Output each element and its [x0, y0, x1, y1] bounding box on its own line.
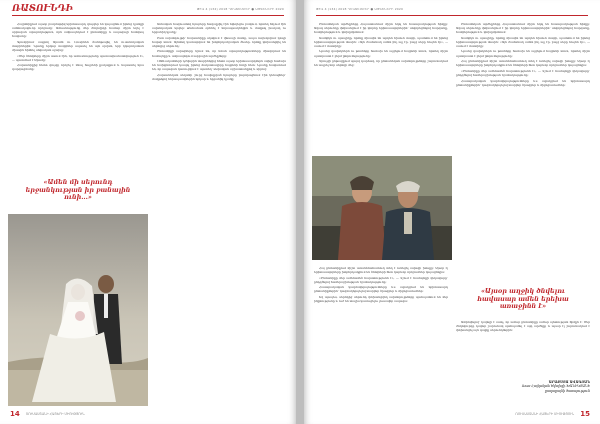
paragraph: Եվ այսպես, սերնդից սերունդ փոխանցվող ավանդույթները պահպանում են մեր ինքնությունը և ուժ են տալիս կառուցելու լուսավոր ապագա։ — [314, 295, 448, 304]
elderly-couple-photo — [312, 156, 452, 260]
paragraph: Հարսանեկան սեղանի շուրջ հավաքված հյուրերը բարձրացնում էին կենացներ՝ մաղթելով նորապսակներին երկար և երջանիկ կյանք։ — [152, 72, 286, 81]
page-number: 15 — [580, 410, 590, 418]
author-place: քաղաքայնի ծառայություն — [544, 388, 590, 393]
pull-quote: «Այսօր աղջիկ ծնվելու հավասար ամեն երեխա առաջինն է» — [477, 287, 569, 311]
author-role: Ռուս-Հայկական Եկեղեցի ԽԱՆԻԿՅԱՆԻ — [521, 384, 590, 389]
left-page — [0, 0, 296, 424]
right-footer — [314, 409, 590, 419]
author-signature — [484, 380, 590, 393]
paragraph: Տատիկն ու պապիկը, որոնք միասին են արդեն հիսուն տարի, պատմում են իրենց երիտասարդության մասին։ «Այն ժամանակ ամեն ինչ այլ էր, բայց սերը նույնն էր», — ասում է տատիկը։ — [314, 35, 448, 48]
paragraph: Հայ ընտանիքում միշտ առանձնահատուկ տեղ է ունեցել ավագի խոսքը։ Այսօր էլ երիտասարդները խորհրդակցում են ծնողների հետ կարևոր որոշումներ կայացնելիս։ — [314, 266, 448, 275]
paragraph: Հայրենիքում այսօր բազմաթիվ երիտասարդ զույգեր են կայացնում իրենց կյանքի ամենակարևոր որոշումը։ Ամուսնությունը մեր ժողովրդի համար միշտ եղել է սրբազան արարողություն, որն ամրապնդում է ընտանիքը և ապագայի հանդեպ հավատը։ — [12, 22, 144, 39]
left-footer — [10, 409, 286, 419]
paragraph: Հասարակական կազմակերպությունները ևս աջակցում են երիտասարդ ընտանիքներին՝ կազմակերպելով տարբեր ծրագրեր և միջոցառումներ։ — [456, 78, 590, 87]
spine-gutter — [296, 0, 304, 424]
paragraph: Տատիկն ու պապիկը, որոնք միասին են արդեն հիսուն տարի, պատմում են իրենց երիտասարդության մասին։ «Այն ժամանակ ամեն ինչ այլ էր, բայց սերը նույնն էր», — ասում է տատիկը։ — [456, 35, 590, 48]
paragraph: Զրույցի ընթացքում պարզ դարձավ, որ ընտանեկան ավանդույթները շարունակում են ապրել նոր սերնդի մեջ։ — [314, 59, 448, 68]
article-column-1 — [314, 22, 448, 148]
wedding-photo — [8, 214, 148, 406]
paragraph: 1990-ականների դժվարին տարիներից հետո այսօր երիտասարդներն ավելի հաճախ են նախընտրում կապել իրենց ճակատագիրը հայրենի հողի հետ։ Նրանք հավատում են, որ ապագան կառուցվում է այստեղ՝ սեփական աշխատանքով և սիրով։ — [152, 59, 286, 72]
paragraph: Ընտանիքի ավագները նշում են, որ նման արարողությունները միավորում են համայնքը և ամրապնդում ազգային արժեքները։ — [152, 49, 286, 58]
right-page — [304, 0, 600, 424]
header-rule — [12, 15, 284, 16]
paragraph: «Մեր ծնողները միշտ ասում էին, որ ամուսնությունը պատասխանատվություն է», — պատմում է Արամը։ — [12, 53, 144, 62]
page-number: 14 — [10, 410, 20, 418]
issue-info: ԹԻՎ 4 (134) 2018 ԴԵԿՏԵՄԲԵՐ ● ԱՅԳԵՆԵՐԻ 2020 — [196, 7, 284, 11]
paragraph: «Ընտանիքը մեր ամենամեծ հարստությունն է», — նշում է համայնքի ղեկավարը՝ ընդգծելով համերաշխության նշանակությունը։ — [314, 275, 448, 284]
left-header — [12, 4, 284, 14]
article-column-1-continued — [314, 266, 448, 402]
paragraph: Նրանց զավակներն ու թոռները հաճախ են այցելում հայրենի տուն, որտեղ միշտ պատրաստ է ջերմ ընդունելությունը։ — [314, 49, 448, 58]
paragraph: Ընտանեկան արժեքները Հայաստանում միշտ եղել են հասարակության հիմքը։ Ավագ սերունդը փոխանցում է իր փորձը երիտասարդներին՝ սովորեցնելով հարգանք, համբերություն և փոխըմբռնում։ — [314, 22, 448, 35]
article-column-1 — [12, 22, 144, 174]
issue-info: ԹԻՎ 4 (134) 2018 ԴԵԿՏԵՄԲԵՐ ● ԱՅԳԵՆԵՐԻ 2020 — [316, 7, 404, 11]
article-column-2 — [152, 22, 286, 400]
paragraph: Հասարակական կազմակերպությունները ևս աջակցում են երիտասարդ ընտանիքներին՝ կազմակերպելով տարբեր ծրագրեր և միջոցառումներ։ — [314, 285, 448, 294]
header-rule — [316, 15, 588, 16]
paragraph: Տոնական հագուստով հյուրերը հավաքվել էին եկեղեցու բակում, որտեղ հնչում էին ավանդական երգեր։ Քահանան օրհնել է նորապսակներին և մաղթել խաղաղ ու երջանիկ կյանք։ — [152, 22, 286, 35]
magazine-logo: ՌԱՏՈՒՆԴԻ — [12, 4, 73, 14]
paragraph: Ըստ ավանդույթի՝ հարսանիքը սկսվում է փեսայի տանը, ապա ուղևորվում դեպի հարսի տուն։ Այնտեղ կատարվում են խորհրդանշական ծեսեր, որոնք փոխանցվել են սերնդից սերունդ։ — [152, 35, 286, 48]
paragraph: «Ընտանիքը մեր ամենամեծ հարստությունն է», — նշում է համայնքի ղեկավարը՝ ընդգծելով համերաշխության նշանակությունը։ — [456, 68, 590, 77]
paragraph: Հարսանիքից հետո զույգը որոշել է մնալ հայրենի քաղաքում և նպաստել նրա զարգացմանը։ — [12, 63, 144, 72]
pull-quote: «Ամեն մի սերունդ երջանկության իր բանալին ունի...» — [25, 178, 131, 202]
paragraph: Գյումրիում ապրող Արամն ու Լուսինեն ծանոթացել են ուսանողական տարիներին։ Նրանք երկար տարիներ սպասել են այն օրվան, երբ կկարողանան միասին հիմնել սեփական օջախը։ — [12, 39, 144, 52]
right-header — [316, 4, 588, 14]
paragraph: Ամփոփելով՝ կարելի է ասել, որ ամուր ընտանիքը ամուր պետության հիմքն է։ Մեր ժողովուրդը դարեր շարունակ պահպանել է այդ արժեքը և այսօր էլ շարունակում է փոխանցել այն գալիք սերունդներին։ — [456, 320, 590, 333]
author-name: ԱՐԱՔՍՅԱ ԱՎԱԳՅԱՆ — [548, 380, 590, 384]
paragraph: Հայ ընտանիքում միշտ առանձնահատուկ տեղ է ունեցել ավագի խոսքը։ Այսօր էլ երիտասարդները խորհրդակցում են ծնողների հետ կարևոր որոշումներ կայացնելիս։ — [456, 59, 590, 68]
footer-text: ՌՈՒՍԱՍՏԱՆԻ ՀԱՅԵՐԻ ՄԻՈՒԹՅՈՒՆ — [25, 412, 85, 416]
paragraph: Նրանց զավակներն ու թոռները հաճախ են այցելում հայրենի տուն, որտեղ միշտ պատրաստ է ջերմ ընդունելությունը։ — [456, 49, 590, 58]
article-column-2 — [456, 22, 590, 284]
footer-text: ՌՈՒՍԱՍՏԱՆԻ ՀԱՅԵՐԻ ՄԻՈՒԹՅՈՒՆ — [515, 412, 575, 416]
article-column-2-tail — [456, 320, 590, 376]
paragraph: Ընտանեկան արժեքները Հայաստանում միշտ եղել են հասարակության հիմքը։ Ավագ սերունդը փոխանցում է իր փորձը երիտասարդներին՝ սովորեցնելով հարգանք, համբերություն և փոխըմբռնում։ — [456, 22, 590, 35]
